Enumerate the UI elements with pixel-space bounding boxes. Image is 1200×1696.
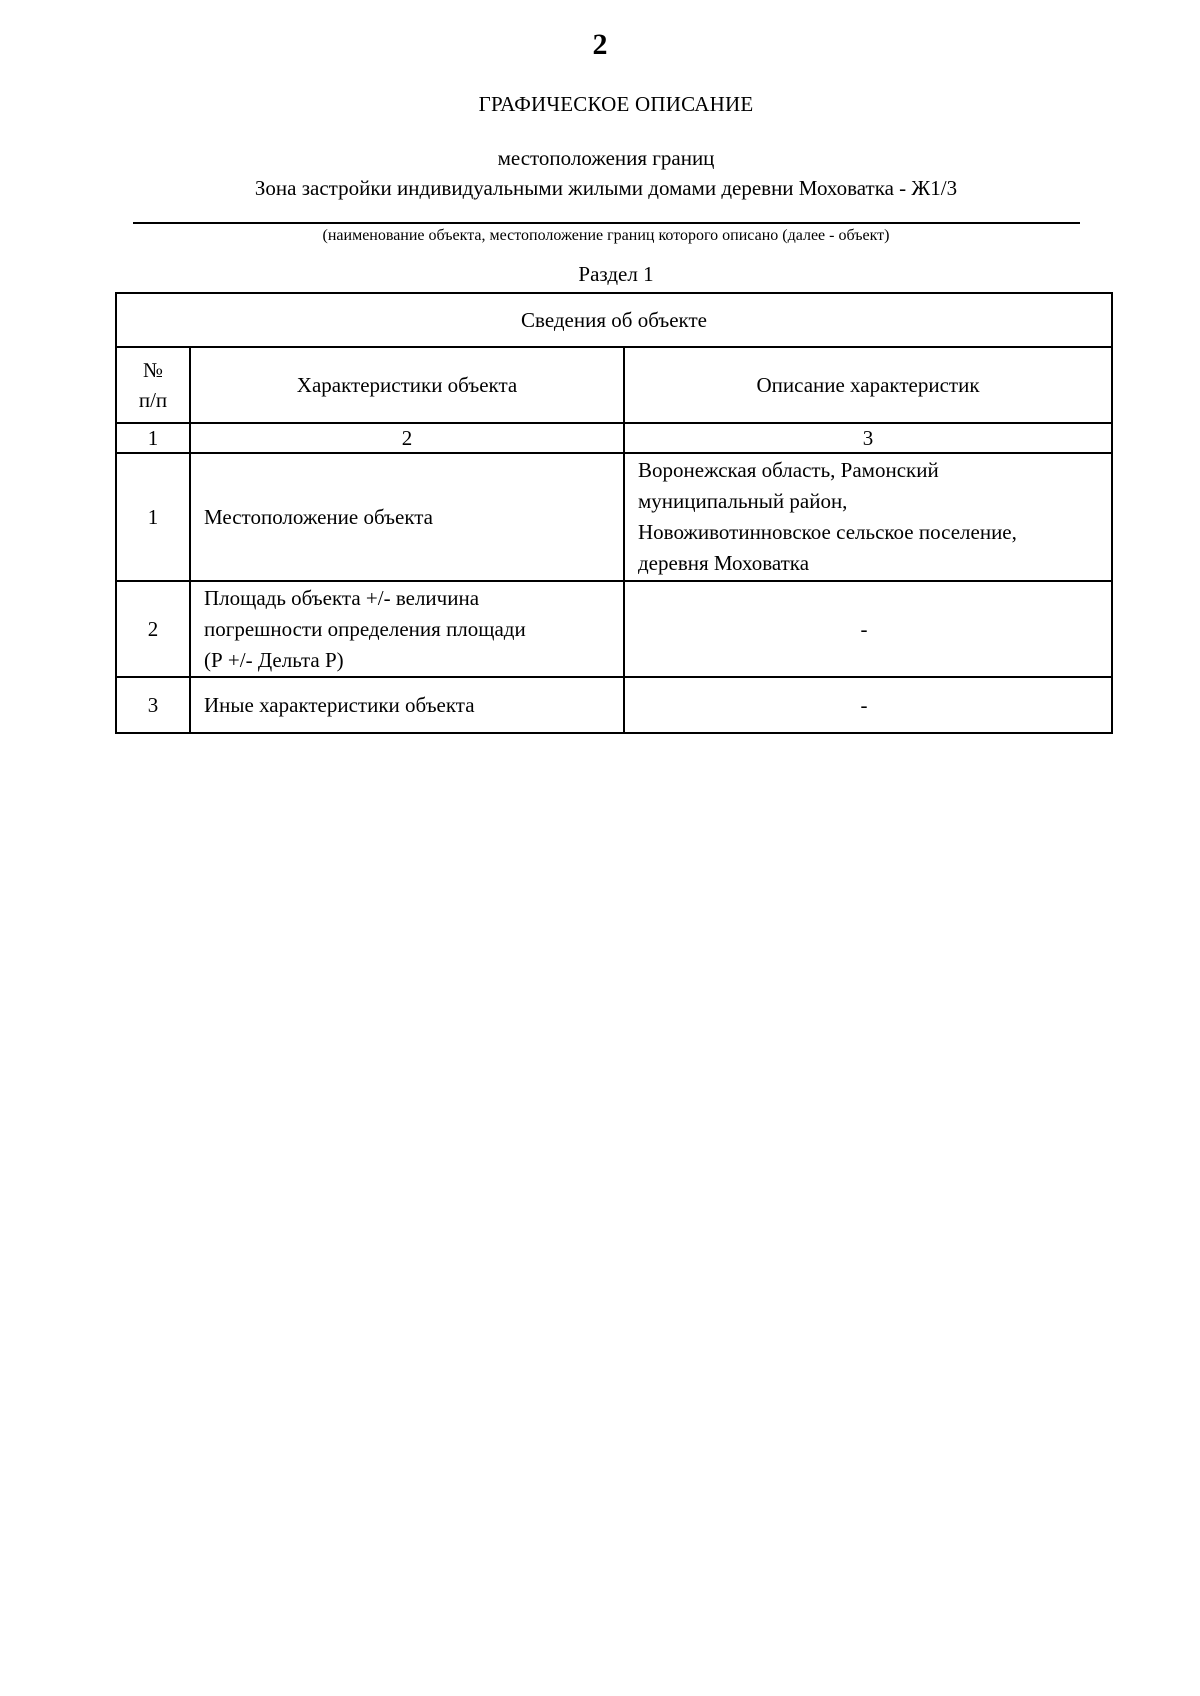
page-number: 2 (592, 28, 608, 61)
row-characteristic: Местоположение объекта (190, 453, 624, 581)
characteristic-line: (Р +/- Дельта Р) (204, 647, 344, 672)
section-label: Раздел 1 (578, 262, 654, 286)
table-row (116, 581, 1112, 677)
description-line: муниципальный район, (638, 489, 848, 513)
column-number-1: 1 (116, 423, 190, 453)
header-characteristic: Характеристики объекта (190, 347, 624, 423)
object-name-caption: (наименование объекта, местоположение границ которого описано (далее - объект) (322, 227, 890, 244)
table-header-row (116, 347, 1112, 423)
row-number: 3 (116, 677, 190, 733)
document-subtitle: местоположения границ (497, 146, 715, 170)
row-description (624, 453, 1112, 581)
column-number-row (116, 423, 1112, 453)
row-description: - (624, 677, 1112, 733)
row-number: 1 (116, 453, 190, 581)
column-number-3: 3 (624, 423, 1112, 453)
table-row (116, 453, 1112, 581)
object-name: Зона застройки индивидуальными жилыми домами деревни Моховатка - Ж1/3 (254, 176, 958, 200)
row-characteristic (190, 581, 624, 677)
header-number (116, 347, 190, 423)
header-number-line1: № (142, 358, 164, 382)
description-line: Воронежская область, Рамонский (638, 458, 939, 482)
table-caption: Сведения об объекте (116, 293, 1112, 347)
characteristic-line: Площадь объекта +/- величина (204, 585, 480, 610)
header-description: Описание характеристик (624, 347, 1112, 423)
object-name-underline (133, 222, 1080, 224)
header-number-line2: п/п (138, 388, 168, 412)
table-row (116, 677, 1112, 733)
row-characteristic: Иные характеристики объекта (190, 677, 624, 733)
object-info-table (115, 292, 1113, 734)
row-number: 2 (116, 581, 190, 677)
description-line: деревня Моховатка (638, 551, 810, 575)
description-line: Новоживотинновское сельское поселение, (638, 520, 1017, 544)
document-title: ГРАФИЧЕСКОЕ ОПИСАНИЕ (478, 92, 754, 116)
row-description: - (624, 581, 1112, 677)
table-caption-row (116, 293, 1112, 347)
characteristic-line: погрешности определения площади (204, 616, 526, 641)
column-number-2: 2 (190, 423, 624, 453)
